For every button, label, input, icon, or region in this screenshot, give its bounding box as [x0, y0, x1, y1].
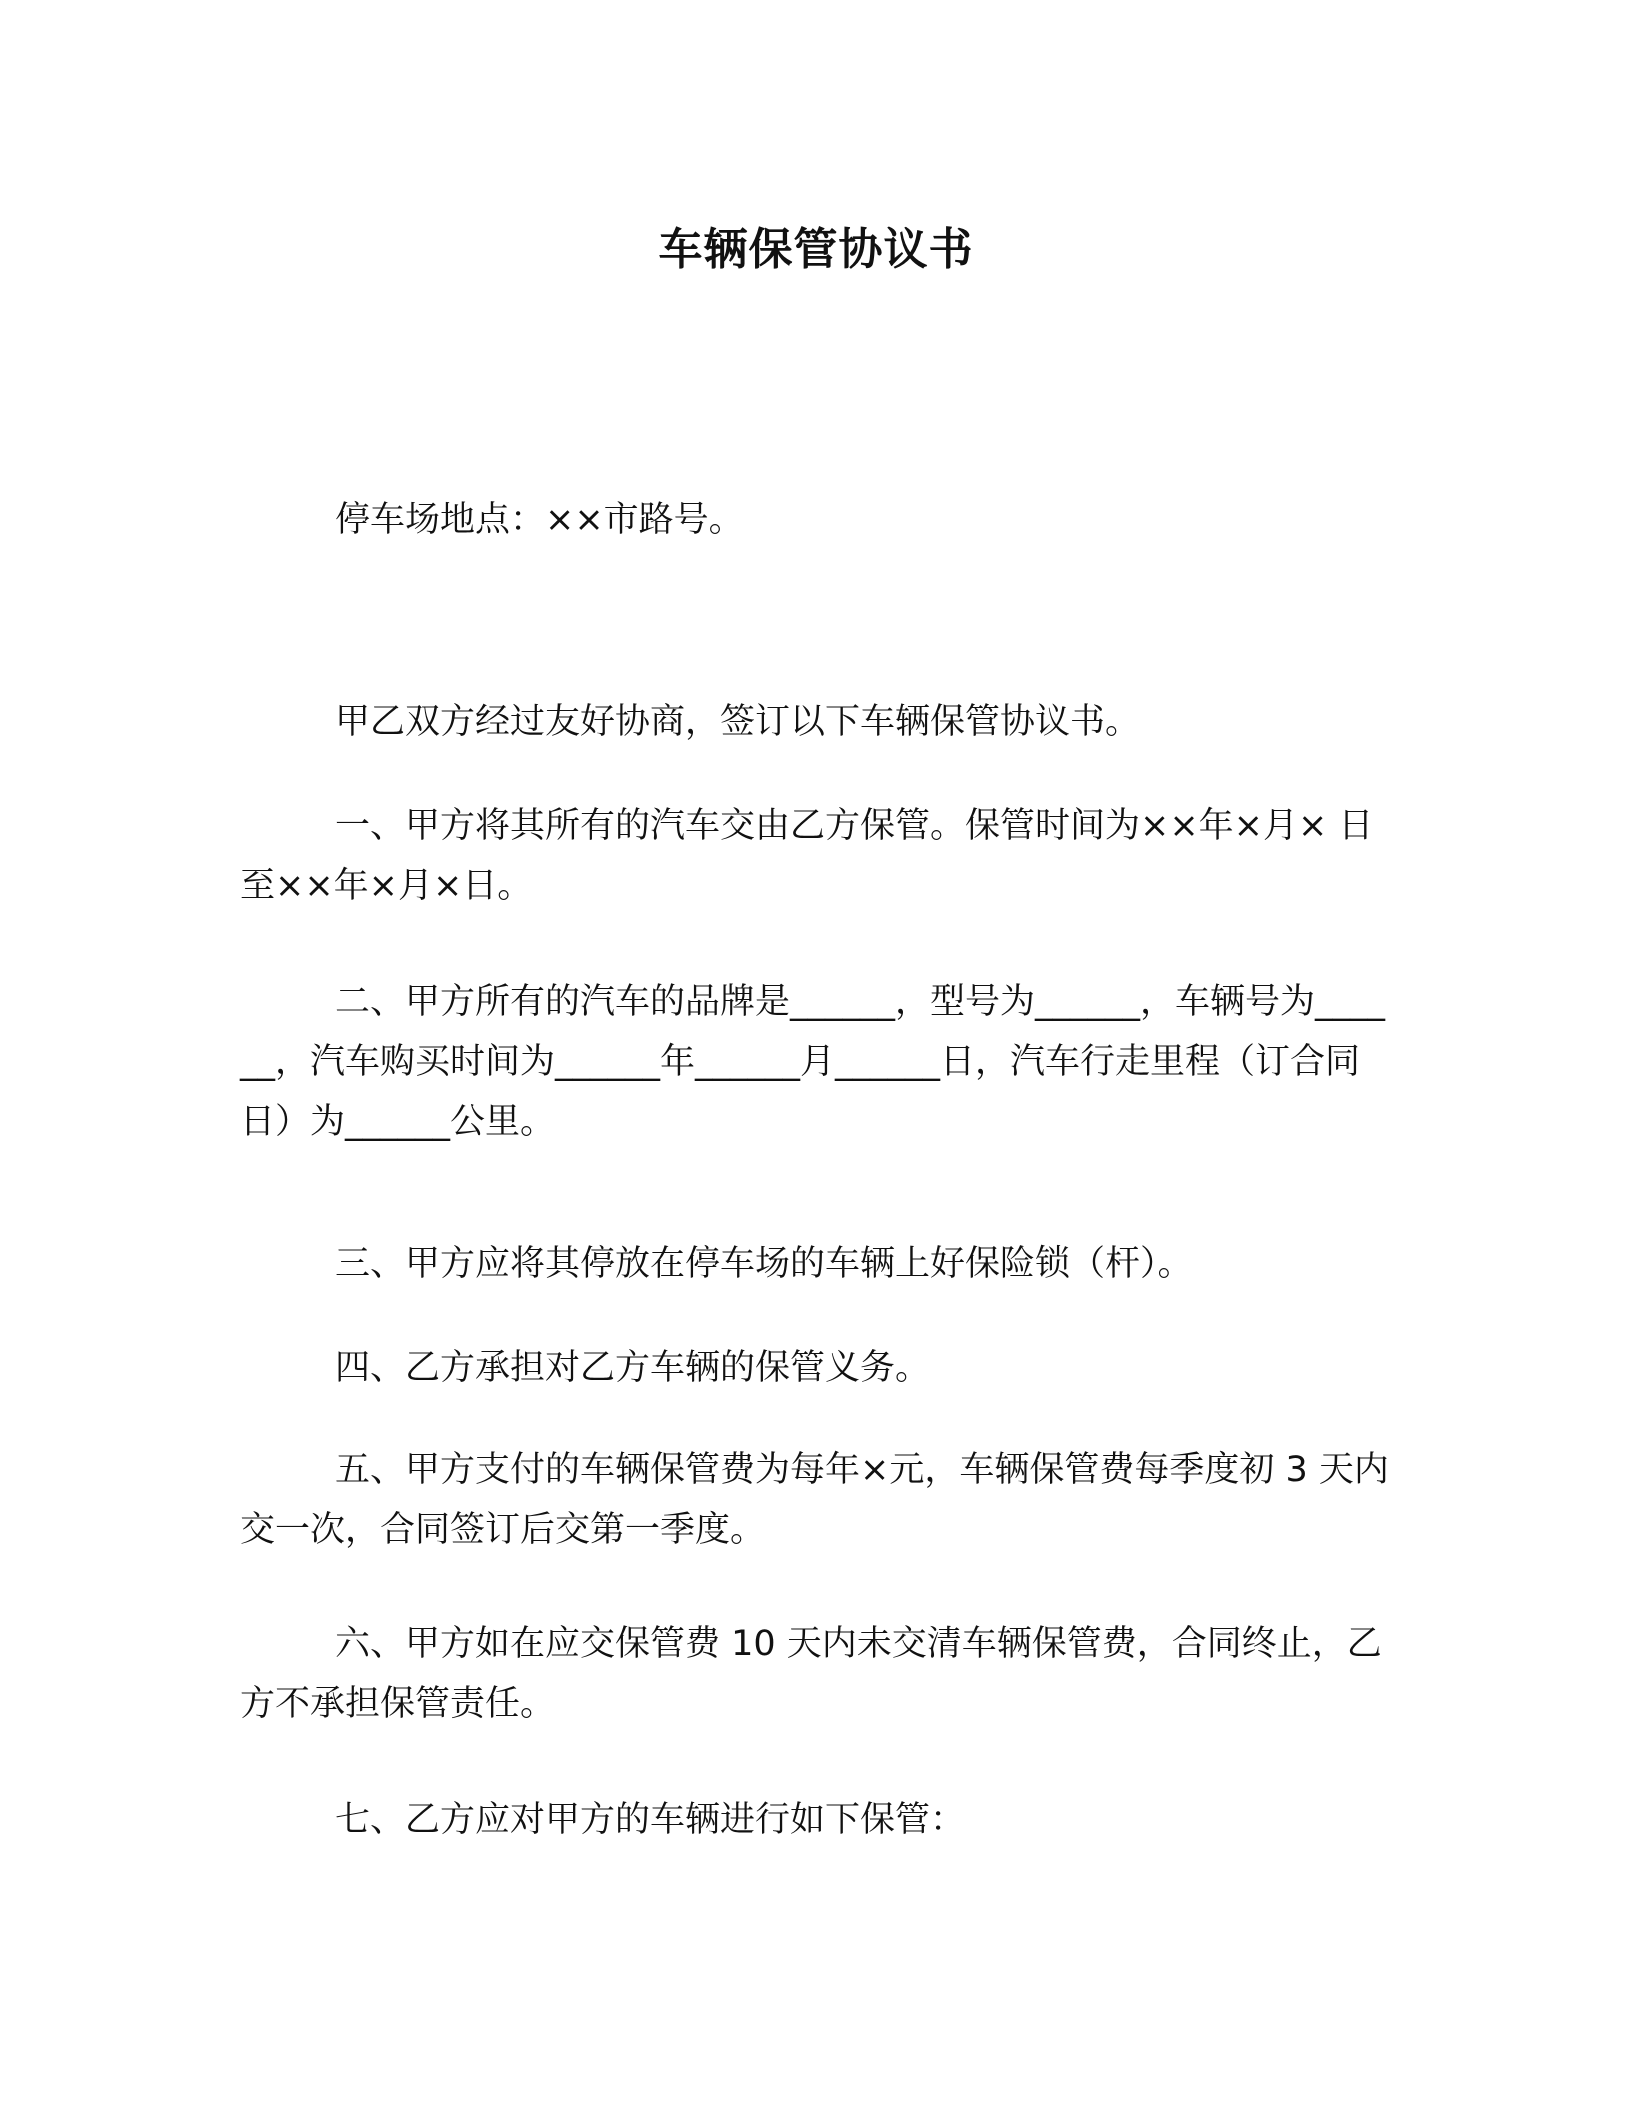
paragraph-clause-3: 三、甲方应将其停放在停车场的车辆上好保险锁（杆）。 — [335, 1244, 1193, 1284]
paragraph-clause-4: 四、乙方承担对乙方车辆的保管义务。 — [335, 1348, 931, 1388]
paragraph-clause-7: 七、乙方应对甲方的车辆进行如下保管： — [335, 1800, 966, 1840]
paragraph-intro: 甲乙双方经过友好协商，签订以下车辆保管协议书。 — [335, 702, 1141, 742]
document-title: 车辆保管协议书 — [658, 224, 974, 275]
paragraph-clause-6: 六、甲方如在应交保管费 10 天内未交清车辆保管费，合同终止，乙方不承担保管责任。 — [240, 1624, 1382, 1724]
paragraph-clause-5: 五、甲方支付的车辆保管费为每年×元，车辆保管费每季度初 3 天内交一次，合同签订后交第一季度。 — [240, 1450, 1389, 1550]
paragraph-parking-location: 停车场地点：××市路号。 — [335, 500, 744, 540]
paragraph-clause-1: 一、甲方将其所有的汽车交由乙方保管。保管时间为××年×月× 日至××年×月×日。 — [240, 806, 1374, 906]
paragraph-clause-2: 二、甲方所有的汽车的品牌是______，型号为______，车辆号为______，汽车购买时间为______年______月______日，汽车行走里程（订合同日）为______公里。 — [240, 982, 1386, 1142]
